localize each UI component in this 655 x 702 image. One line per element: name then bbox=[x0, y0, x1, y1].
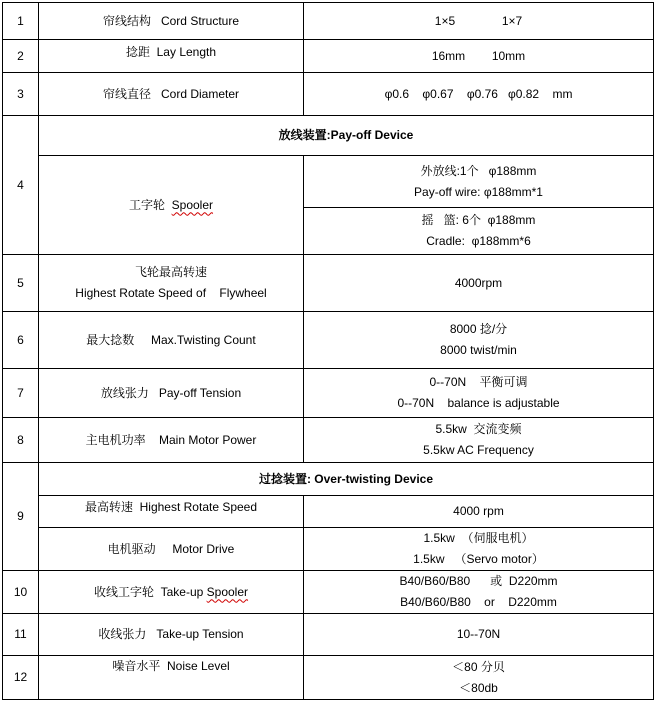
value-twisting-count: 8000 捻/分 8000 twist/min bbox=[440, 322, 517, 357]
row-number: 8 bbox=[17, 432, 24, 447]
value-payoff-wire: 外放线:1个 φ188mm Pay-off wire: φ188mm*1 bbox=[414, 163, 543, 199]
row-number: 3 bbox=[17, 86, 24, 101]
value-noise-level: ＜80 分贝 ＜80db bbox=[452, 659, 505, 695]
section-header-over-twisting: 过捻装置: Over-twisting Device bbox=[258, 471, 434, 486]
row-number: 7 bbox=[17, 385, 24, 400]
param-highest-rotate-speed: 最高转速 Highest Rotate Speed bbox=[84, 499, 258, 514]
param-noise-level: 噪音水平 Noise Level bbox=[112, 659, 230, 673]
value-main-motor-power: 5.5kw 交流变频 5.5kw AC Frequency bbox=[423, 422, 534, 457]
row-number: 12 bbox=[13, 670, 28, 684]
row-number: 9 bbox=[17, 509, 24, 523]
param-twisting-count: 最大捻数 Max.Twisting Count bbox=[86, 332, 256, 347]
row-number: 11 bbox=[14, 627, 27, 641]
param-take-up-spooler: 收线工字轮 Take-up Spooler bbox=[93, 584, 249, 599]
row-number: 10 bbox=[13, 584, 28, 599]
value-cord-diameter: φ0.6 φ0.67 φ0.76 φ0.82 mm bbox=[384, 86, 573, 101]
param-spooler: 工字轮 Spooler bbox=[128, 197, 214, 212]
value-highest-rotate-speed: 4000 rpm bbox=[453, 504, 504, 518]
param-payoff-tension: 放线张力 Pay-off Tension bbox=[100, 385, 242, 400]
value-flywheel-speed: 4000rpm bbox=[454, 275, 503, 290]
row-number: 1 bbox=[17, 13, 24, 28]
section-header-payoff: 放线装置:Pay-off Device bbox=[278, 128, 414, 142]
value-take-up-tension: 10--70N bbox=[456, 627, 501, 641]
row-number: 6 bbox=[17, 332, 24, 347]
value-cord-structure: 1×5 1×7 bbox=[434, 13, 523, 28]
param-lay-length: 捻距 Lay Length bbox=[125, 44, 217, 59]
row-number: 4 bbox=[17, 177, 24, 192]
param-cord-structure: 帘线结构 Cord Structure bbox=[102, 13, 240, 28]
row-number: 2 bbox=[17, 48, 24, 63]
value-cradle: 摇 篮: 6个 φ188mm Cradle: φ188mm*6 bbox=[421, 213, 536, 248]
row-number: 5 bbox=[17, 275, 24, 290]
value-motor-drive: 1.5kw （伺服电机） 1.5kw （Servo motor） bbox=[413, 531, 544, 566]
param-main-motor-power: 主电机功率 Main Motor Power bbox=[85, 432, 257, 447]
param-motor-drive: 电机驱动 Motor Drive bbox=[107, 541, 235, 556]
param-cord-diameter: 帘线直径 Cord Diameter bbox=[102, 86, 240, 101]
param-take-up-tension: 收线张力 Take-up Tension bbox=[98, 627, 244, 641]
param-flywheel-speed: 飞轮最高转速 Highest Rotate Speed of Flywheel bbox=[75, 265, 267, 300]
value-lay-length: 16mm 10mm bbox=[431, 48, 526, 63]
value-payoff-tension: 0--70N 平衡可调 0--70N balance is adjustable bbox=[397, 375, 560, 410]
value-take-up-spooler: B40/B60/B80 或 D220mm B40/B60/B80 or D220mm bbox=[399, 574, 558, 609]
